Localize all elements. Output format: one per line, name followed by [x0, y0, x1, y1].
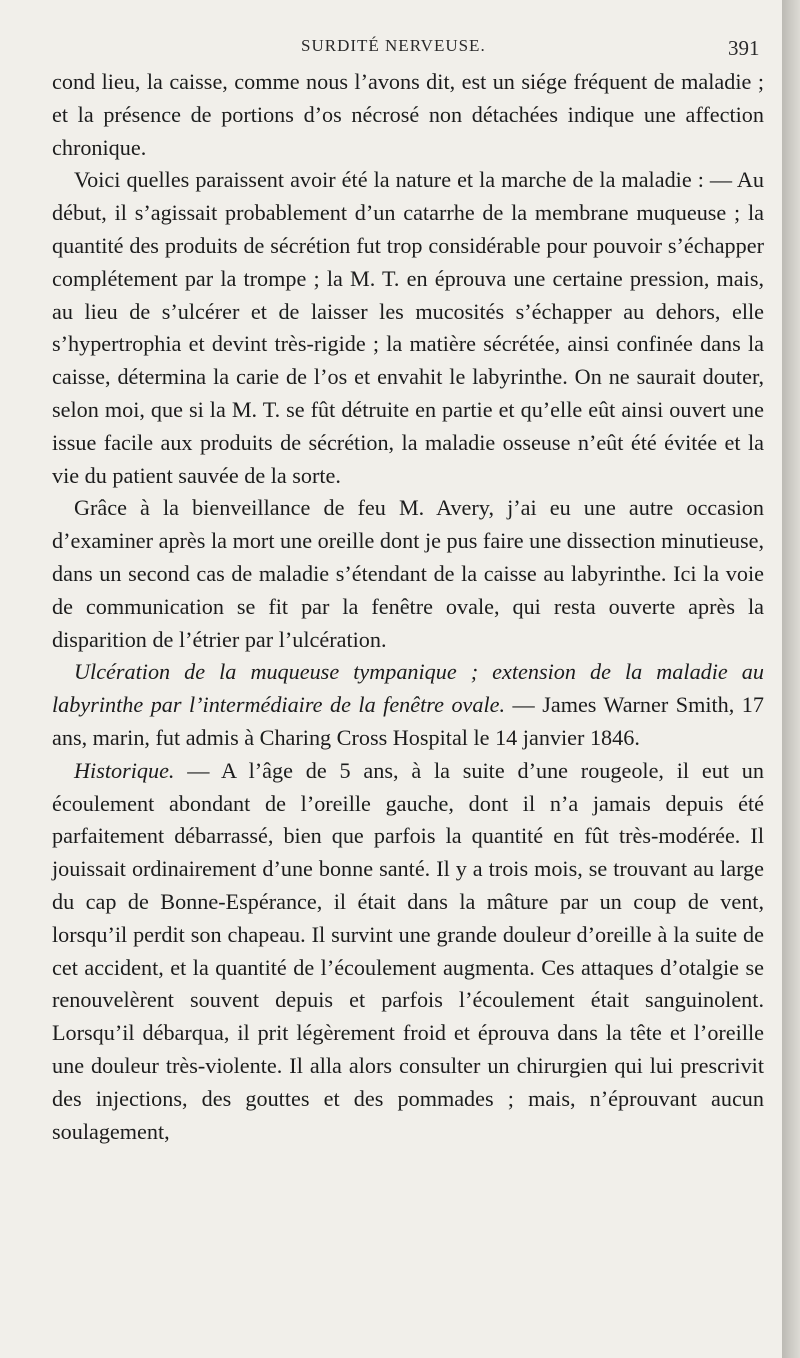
paragraph-continuation: cond lieu, la caisse, comme nous l’avons dit, est un siége fréquent de maladie ; et la présence de portions d’os nécrosé non détachées indique une affection chronique. — [52, 69, 764, 160]
page-number: 391 — [728, 36, 760, 60]
case-title-italic: Ulcération de la muqueuse tympanique ; extension de la maladie au labyrinthe par l’intermédiaire de la fenêtre ovale. — [52, 659, 764, 718]
case-title-rest: — James Warner Smith, 17 ans, marin, fut admis à Charing Cross Hospital le 14 janvier 1846. — [52, 692, 764, 750]
paragraph-second-case: Grâce à la bienveillance de feu M. Avery, j’ai eu une autre occasion d’examiner après la mort une oreille dont je pus faire une dissection minutieuse, dans un second cas de maladie s’étendant de la caisse au labyrinthe. Ici la voie de communication se fit par la fenêtre ovale, qui resta ouverte après la disparition de l’étrier par l’ulcération. — [52, 495, 764, 652]
body-text — [52, 66, 764, 1148]
history-text: — A l’âge de 5 ans, à la suite d’une rougeole, il eut un écoulement abondant de l’oreille gauche, dont il n’a jamais depuis été parfaitement débarrassé, bien que parfois la quantité en fût très-modérée. Il jouissait ordinairement d’une bonne santé. Il y a trois mois, se trouvant au large du cap de Bonne-Espérance, il était dans la mâture par un coup de vent, lorsqu’il perdit son chapeau. Il survint une grande douleur d’oreille à la suite de cet accident, et la quantité de l’écoulement augmenta. Ces attaques d’otalgie se renouvelèrent souvent depuis et parfois l’écoulement était sanguinolent. Lorsqu’il débarqua, il prit légèrement froid et éprouva dans la tête et l’oreille une douleur très-violente. Il alla alors consulter un chirurgien qui lui prescrivit des injections, des gouttes et des pommades ; mais, n’éprouvant aucun soulagement, — [52, 757, 764, 1144]
paragraph-case-heading — [52, 656, 764, 754]
running-title: SURDITÉ NERVEUSE. — [301, 36, 486, 55]
paragraph-disease-course: Voici quelles paraissent avoir été la nature et la marche de la maladie : — Au début, il s’agissait probablement d’un catarrhe de la membrane muqueuse ; la quantité des produits de sécrétion fut trop considérable pour pouvoir s’échapper complétement par la trompe ; la M. T. en éprouva une certaine pression, mais, au lieu de s’ulcérer et de laisser les mucosités s’échapper au dehors, elle s’hypertrophia et devint très-rigide ; la matière sécrétée, ainsi confinée dans la caisse, détermina la carie de l’os et envahit le labyrinthe. On ne saurait douter, selon moi, que si la M. T. se fût détruite en partie et qu’elle eût ainsi ouvert une issue facile aux produits de sécrétion, la maladie osseuse n’eût été évitée et la vie du patient sauvée de la sorte. — [52, 167, 764, 488]
history-label-italic: Historique. — [74, 757, 175, 783]
page-edge-shadow — [782, 0, 800, 1358]
paragraph-history — [52, 755, 764, 1149]
page-header — [0, 36, 782, 62]
